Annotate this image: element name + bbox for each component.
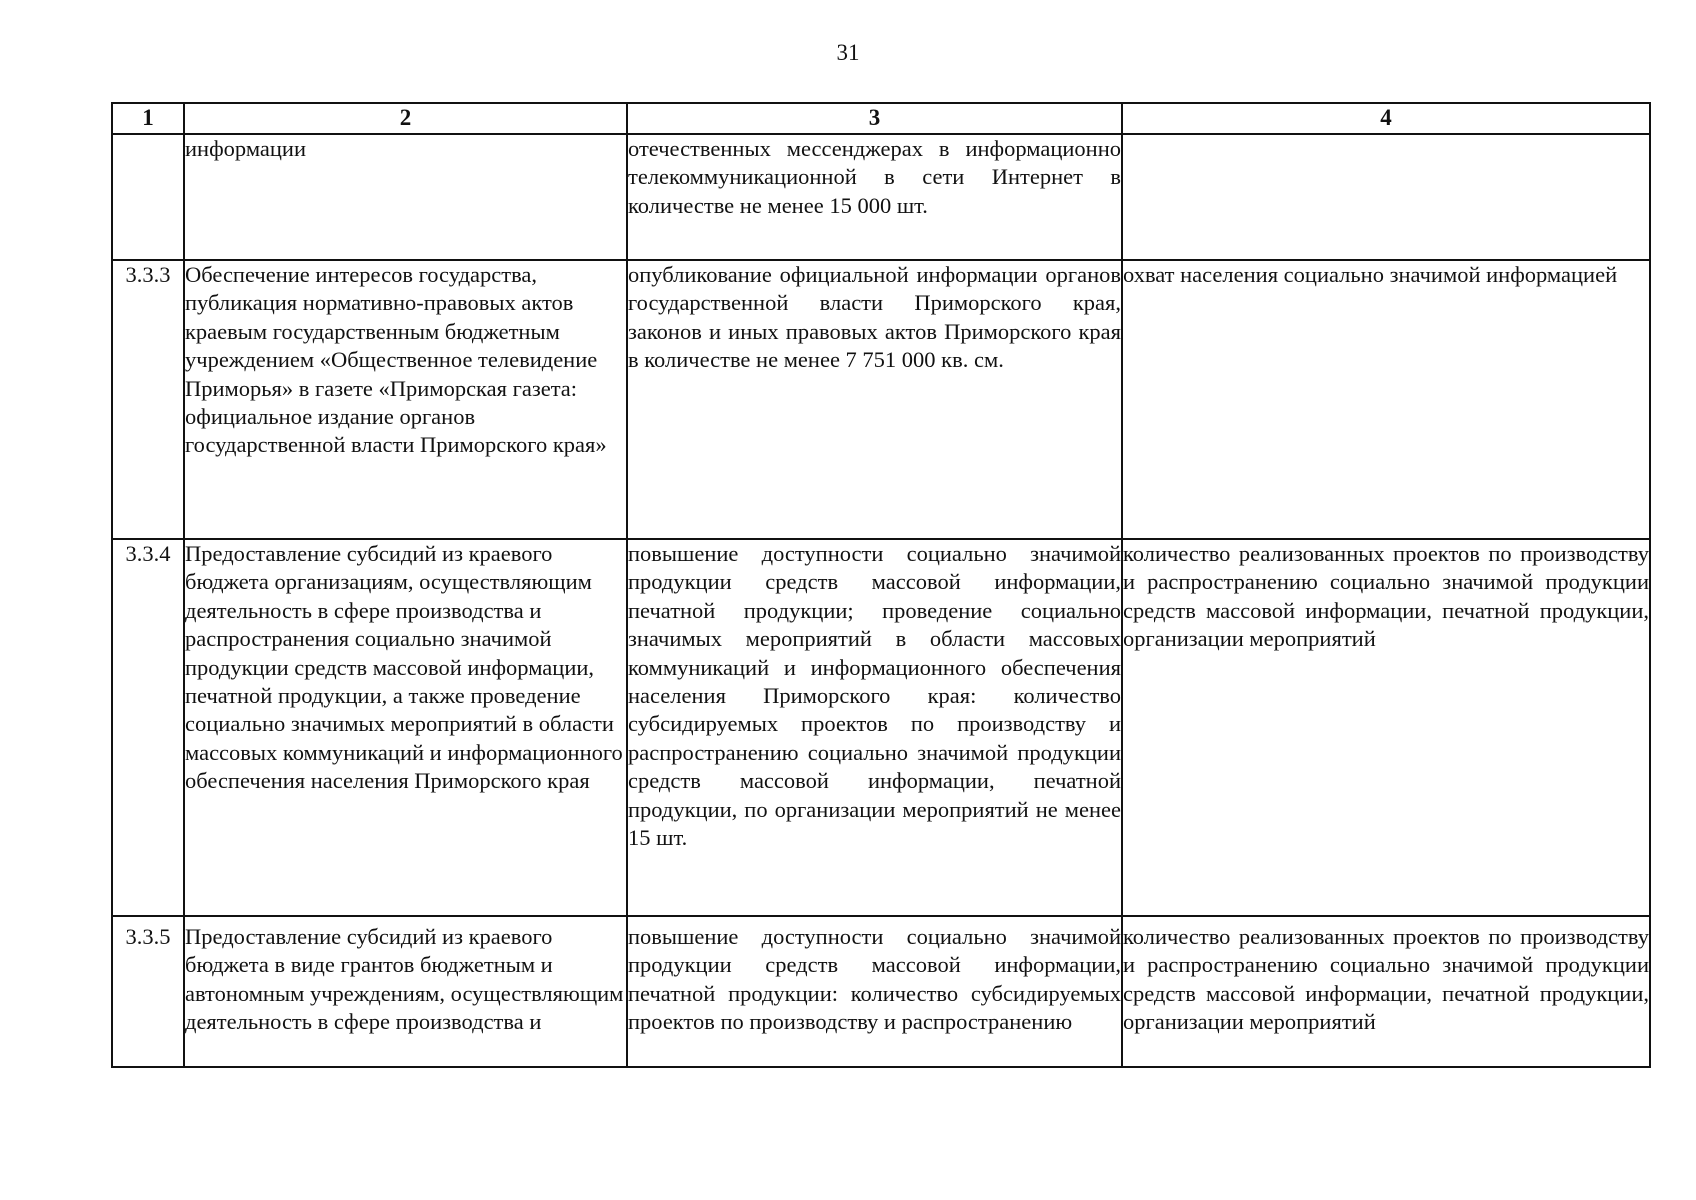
result-cell: отечественных мессенджерах в информационно телекоммуникационной в сети Интернет в количестве не менее 15 000 шт. <box>627 134 1122 260</box>
row-number: 3.3.5 <box>112 916 184 1067</box>
header-col-4: 4 <box>1122 103 1650 134</box>
measure-cell: Обеспечение интересов государства, публикация нормативно-правовых актов краевым государственным бюджетным учреждением «Общественное телевидение Приморья» в газете «Приморская газета: официальное издание органов государственной власти Приморского края» <box>184 260 627 539</box>
indicator-cell: количество реализованных проектов по производству и распространению социально значимой продукции средств массовой информации, печатной продукции, организации мероприятий <box>1122 916 1650 1067</box>
table-row <box>112 916 1650 1067</box>
indicator-cell: количество реализованных проектов по производству и распространению социально значимой продукции средств массовой информации, печатной продукции, организации мероприятий <box>1122 539 1650 916</box>
result-cell: повышение доступности социально значимой продукции средств массовой информации, печатной продукции; проведение социально значимых мероприятий в области массовых коммуникаций и информационного обеспечения населения Приморского края: количество субсидируемых проектов по производству и распространению социально значимой продукции средств массовой информации, печатной продукции, по организации мероприятий не менее 15 шт. <box>627 539 1122 916</box>
row-number: 3.3.3 <box>112 260 184 539</box>
program-table <box>111 102 1651 1068</box>
result-cell: повышение доступности социально значимой продукции средств массовой информации, печатной продукции: количество субсидируемых проектов по производству и распространению <box>627 916 1122 1067</box>
page-number: 31 <box>836 40 860 65</box>
result-cell: опубликование официальной информации органов государственной власти Приморского края, законов и иных правовых актов Приморского края в количестве не менее 7 751 000 кв. см. <box>627 260 1122 539</box>
row-number <box>112 134 184 260</box>
table-row <box>112 134 1650 260</box>
header-col-3: 3 <box>627 103 1122 134</box>
measure-cell: информации <box>184 134 627 260</box>
indicator-cell: охват населения социально значимой информацией <box>1122 260 1650 539</box>
table-header-row <box>112 103 1650 134</box>
measure-cell: Предоставление субсидий из краевого бюджета организациям, осуществляющим деятельность в сфере производства и распространения социально значимой продукции средств массовой информации, печатной продукции, а также проведение социально значимых мероприятий в области массовых коммуникаций и информационного обеспечения населения Приморского края <box>184 539 627 916</box>
header-col-2: 2 <box>184 103 627 134</box>
header-col-1: 1 <box>112 103 184 134</box>
indicator-cell <box>1122 134 1650 260</box>
row-number: 3.3.4 <box>112 539 184 916</box>
table-row <box>112 539 1650 916</box>
table-row <box>112 260 1650 539</box>
measure-cell: Предоставление субсидий из краевого бюджета в виде грантов бюджетным и автономным учреждениям, осуществляющим деятельность в сфере производства и <box>184 916 627 1067</box>
